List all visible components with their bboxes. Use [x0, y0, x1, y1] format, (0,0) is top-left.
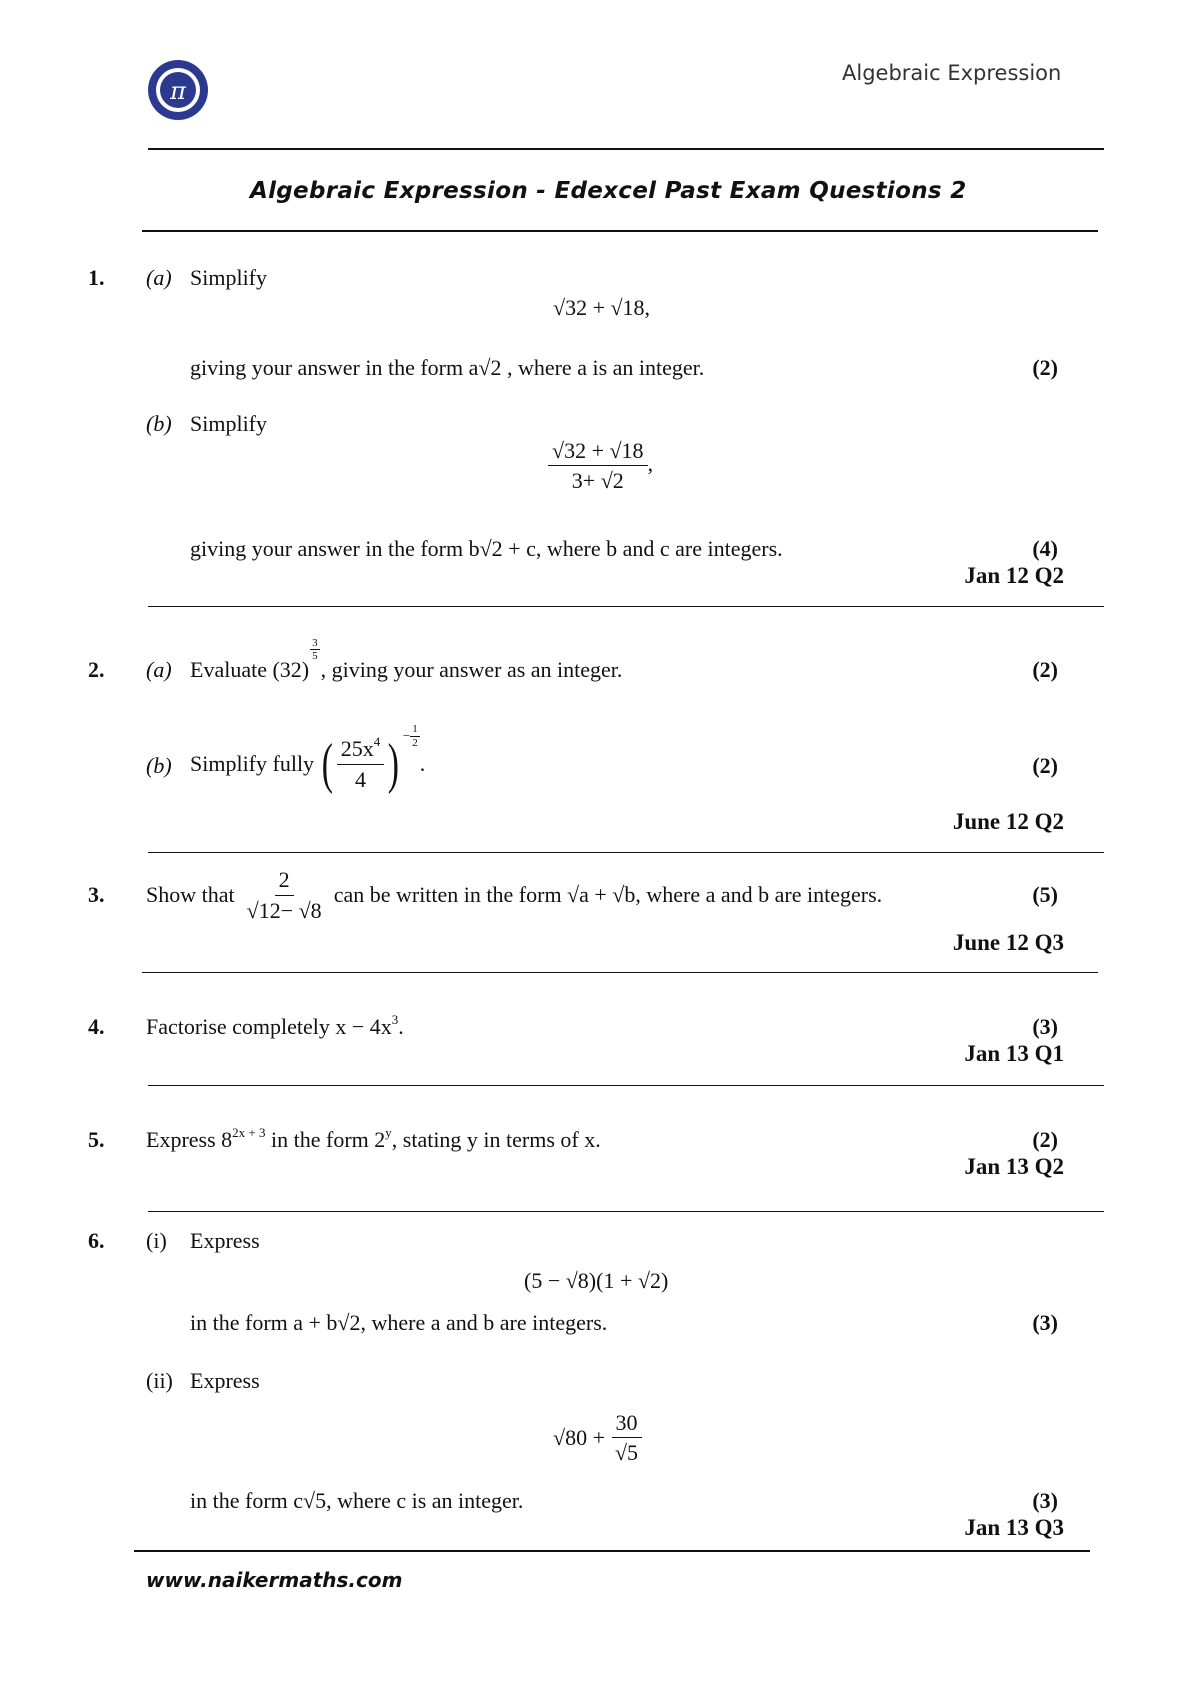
- exam-reference: Jan 13 Q3: [964, 1515, 1064, 1540]
- part-verb: Simplify: [190, 265, 268, 290]
- exam-reference: Jan 13 Q1: [964, 1041, 1064, 1066]
- instruction: in the form a + b√2, where a and b are integers.: [190, 1310, 608, 1335]
- exam-reference: June 12 Q2: [952, 809, 1064, 834]
- fraction-expression: √80 + $\frac{30}{√5}$: [553, 1410, 642, 1466]
- part-verb: Express: [190, 1228, 260, 1253]
- part-verb: Simplify: [190, 411, 268, 436]
- exam-reference: June 12 Q3: [952, 930, 1064, 955]
- footer-website[interactable]: www.naikermaths.com: [146, 1568, 403, 1592]
- instruction: giving your answer in the form a√2 , where a is an integer.: [190, 355, 705, 380]
- question-divider: [148, 852, 1104, 853]
- question-number: 3.: [88, 882, 105, 907]
- marks: (4): [1032, 536, 1058, 561]
- part-label: (b): [146, 411, 172, 436]
- question-divider: [148, 1211, 1104, 1212]
- part-label: (a): [146, 265, 172, 290]
- exam-reference: Jan 12 Q2: [964, 563, 1064, 588]
- expression: (5 − √8)(1 + √2): [524, 1268, 669, 1293]
- question-number: 1.: [88, 265, 105, 290]
- part-label: (ii): [146, 1368, 173, 1393]
- logo: [146, 58, 210, 122]
- marks: (2): [1032, 355, 1058, 380]
- question-number: 6.: [88, 1228, 105, 1253]
- question-number: 4.: [88, 1014, 105, 1039]
- question-text: Show that $\frac{2}{√12- √8}$ can be written in the form √a + √b, where a and b are integers.: [146, 867, 883, 923]
- fraction-expression: $\frac{√32 + √18}{3+ √2}$ ,: [548, 438, 653, 494]
- running-title: Algebraic Expression: [842, 61, 1062, 85]
- logo-symbol: π: [170, 77, 186, 105]
- part-verb: Express: [190, 1368, 260, 1393]
- question-text: Evaluate (32) $\frac{3}{5}$ , giving your answer as an integer.: [190, 636, 623, 682]
- marks: (3): [1032, 1488, 1058, 1513]
- marks: (3): [1032, 1310, 1058, 1335]
- marks: (2): [1032, 753, 1058, 778]
- page-title: Algebraic Expression - Edexcel Past Exam Questions 2: [250, 178, 967, 204]
- question-text: Factorise completely $x - 4x^3$.: [146, 1012, 404, 1039]
- instruction: in the form c√5, where c is an integer.: [190, 1488, 524, 1513]
- question-divider: [142, 972, 1098, 973]
- question-number: 2.: [88, 657, 105, 682]
- question-divider: [148, 1085, 1104, 1086]
- header-rule: [148, 148, 1104, 150]
- exam-reference: Jan 13 Q2: [964, 1154, 1064, 1179]
- marks: (5): [1032, 882, 1058, 907]
- title-rule: [142, 230, 1098, 232]
- question-text: Express $8^{2x + 3}$ in the form 2$^y$, stating y in terms of x.: [146, 1125, 601, 1152]
- marks: (2): [1032, 1127, 1058, 1152]
- marks: (3): [1032, 1014, 1058, 1039]
- marks: (2): [1032, 657, 1058, 682]
- part-label: (b): [146, 753, 172, 778]
- instruction: giving your answer in the form b√2 + c, where b and c are integers.: [190, 536, 783, 561]
- question-number: 5.: [88, 1127, 105, 1152]
- part-label: (a): [146, 657, 172, 682]
- question-divider: [148, 606, 1104, 607]
- pi-logo-icon: [146, 58, 210, 122]
- part-label: (i): [146, 1228, 167, 1253]
- footer-rule: [134, 1550, 1090, 1552]
- expression: √32 + √18,: [553, 295, 651, 320]
- question-text: Simplify fully ( $\frac{25x^4}{4}$ ) − $\frac{1}{2}$ .: [190, 722, 426, 795]
